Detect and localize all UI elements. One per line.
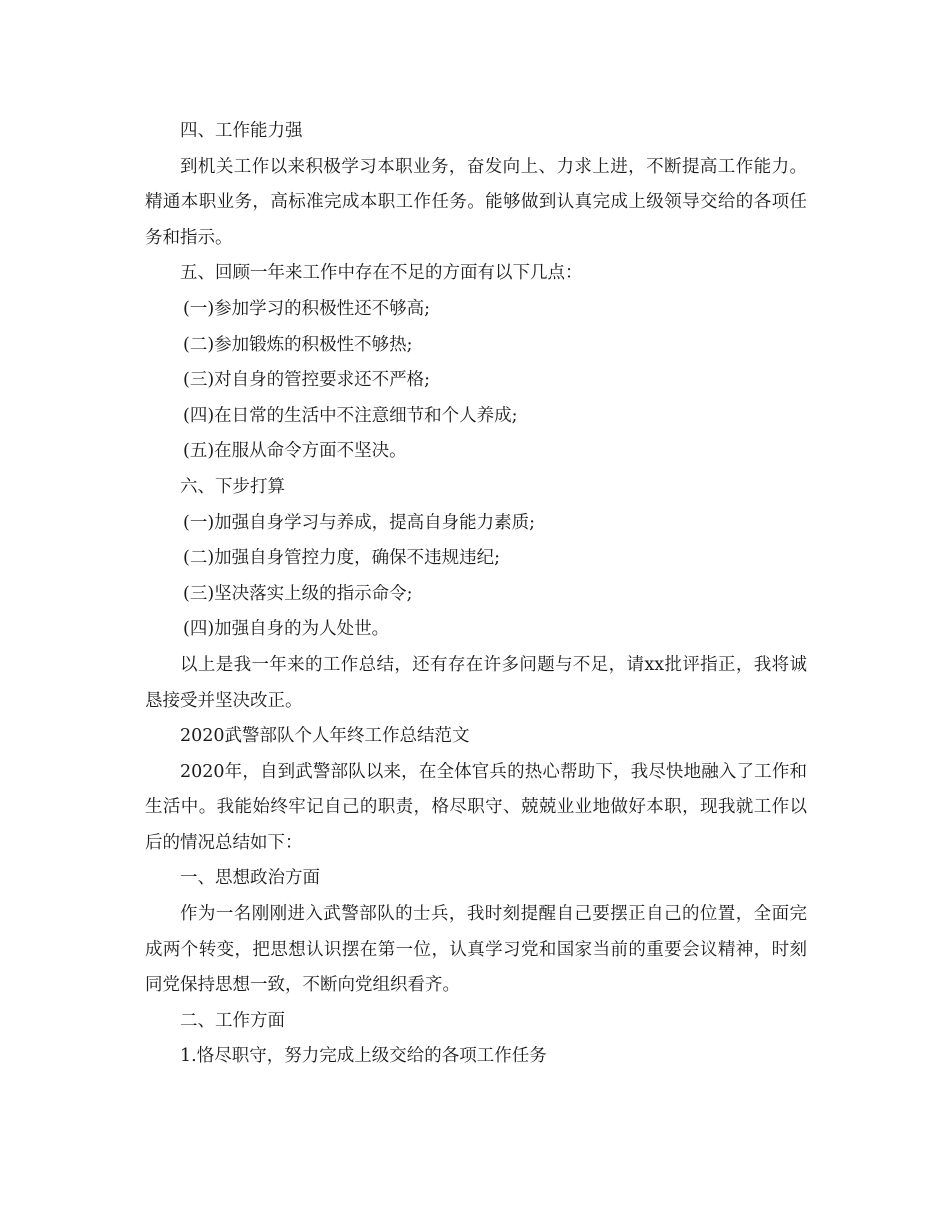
list-item: (五)在服从命令方面不坚决。 — [183, 441, 407, 462]
list-item: (一)加强自身学习与养成，提高自身能力素质; — [183, 512, 536, 533]
article-title: 2020武警部队个人年终工作总结范文 — [180, 726, 470, 747]
list-item: (三)对自身的管控要求还不严格; — [183, 370, 431, 391]
subsection-heading: 1.恪尽职守，努力完成上级交给的各项工作任务 — [180, 1046, 547, 1067]
list-item: (一)参加学习的积极性还不够高; — [183, 298, 431, 319]
list-item: (二)参加锻炼的积极性不够热; — [183, 334, 413, 355]
section-heading: 一、思想政治方面 — [180, 868, 320, 889]
section-heading: 四、工作能力强 — [180, 121, 303, 141]
section-heading: 六、下步打算 — [180, 476, 285, 497]
body-paragraph: 2020年，自到武警部队以来，在全体官兵的热心帮助下，我尽快地融入了工作和生活中。我能始终牢记自己的职责，格尽职守、兢兢业业地做好本职，现我就工作以后的情况总结如下： — [145, 761, 807, 853]
body-paragraph: 作为一名刚刚进入武警部队的士兵，我时刻提醒自己要摆正自己的位置，全面完成两个转变，把思想认识摆在第一位，认真学习党和国家当前的重要会议精神，时刻同党保持思想一致，不断向党组织看齐。 — [145, 904, 807, 996]
list-item: (三)坚决落实上级的指示命令; — [183, 583, 413, 604]
body-paragraph: 到机关工作以来积极学习本职业务，奋发向上、力求上进，不断提高工作能力。精通本职业务，高标准完成本职工作任务。能够做到认真完成上级领导交给的各项任务和指示。 — [145, 156, 807, 248]
list-item: (四)加强自身的为人处世。 — [183, 619, 390, 640]
document-body — [145, 114, 807, 1075]
body-paragraph: 以上是我一年来的工作总结，还有存在许多问题与不足，请xx批评指正，我将诚恳接受并坚决改正。 — [145, 654, 807, 711]
list-item: (二)加强自身管控力度，确保不违规违纪; — [183, 548, 501, 569]
section-heading: 五、回顾一年来工作中存在不足的方面有以下几点： — [180, 263, 583, 284]
section-heading: 二、工作方面 — [180, 1010, 285, 1031]
list-item: (四)在日常的生活中不注意细节和个人养成; — [183, 405, 518, 426]
